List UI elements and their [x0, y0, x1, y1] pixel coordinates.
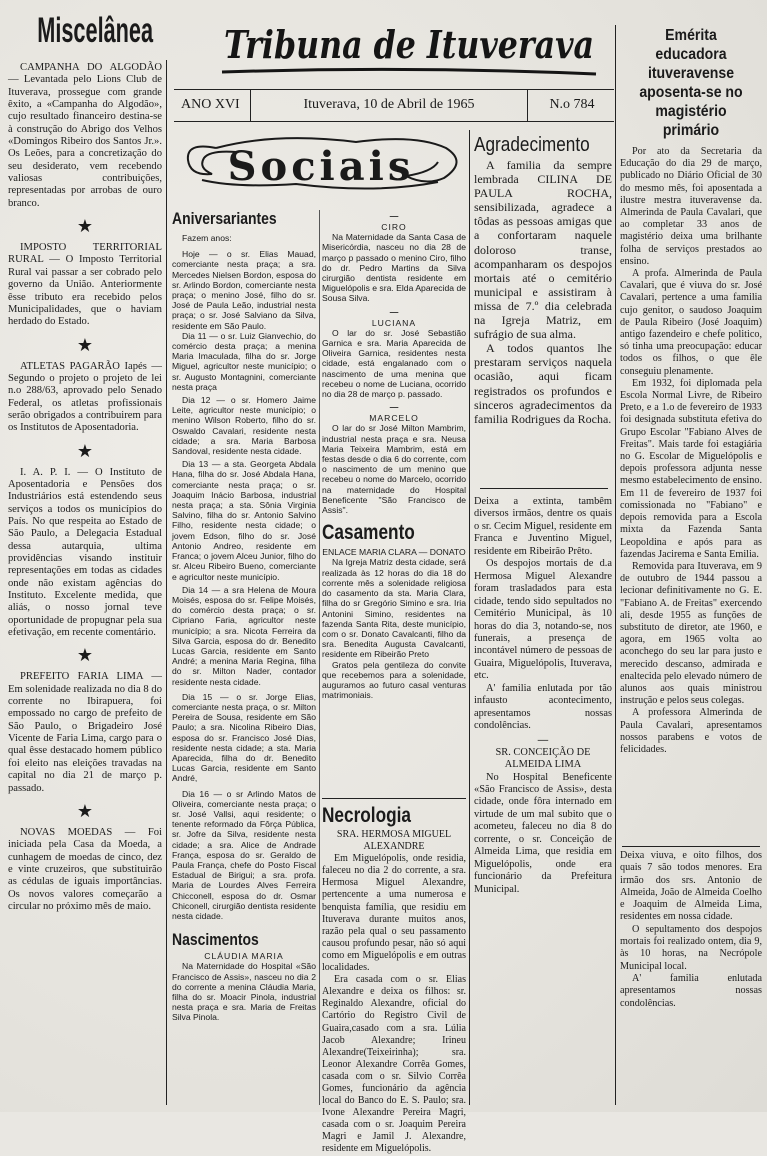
birth-text: O lar do sr. José Sebastião Garnica e sra. Maria Aparecida de Oliveira Garnica, residentes nesta cidade, está engalanado com o nascimento de uma menina que recebeu o nome de Luciana, ocorrido no dia 28 de março p. passado. — [322, 327, 466, 400]
birth-text: Na Maternidade da Santa Casa de Misericórdia, nasceu no dia 28 de março p passado o menino Ciro, filho do dr. Pedro Martins da Silva cirurgião dentista residente em Miguelópolis e sra. Elda Aparecida de Sousa Silva. — [322, 232, 466, 304]
necrologia-heading: Necrologia — [322, 804, 411, 827]
masthead-divider — [527, 90, 528, 121]
obituary-text: O sepultamento dos despojos mortais foi realizado ontem, dia 9, às 10 horas, na Necrópole Municipal local. — [620, 923, 762, 972]
birth-name: CLÁUDIA MARIA — [204, 951, 284, 962]
agradecimento-column — [474, 132, 612, 426]
thanks-text: A familia da sempre lembrada CILINA DE PAULA ROCHA, sensibilizada, agradece a tôdas as pessoas amigas que a confortaram naquele doloroso transe, acompanharam os despojos mortais até o cemitério municipal e assistiram à missa de 7.º dia celebrada na Igreja Matriz, em sufrágio de sua alma. — [474, 158, 612, 342]
aniversariantes-intro: Fazem anos: — [182, 233, 232, 243]
agradecimento-heading: Agradecimento — [474, 134, 590, 156]
star-icon: ★ — [76, 800, 94, 821]
dateline: Ituverava, 10 de Abril de 1965 — [303, 97, 475, 112]
star-icon: ★ — [76, 645, 94, 666]
news-item: NOVAS MOEDAS — Foi iniciada pela Casa da Moeda, a cunhagem de moedas de cinco, dez e vinte cruzeiros, que substituirão as cédulas de iguais importâncias. Os novos valores começarão a circular no próximo mês de maio. — [8, 826, 162, 912]
masthead-title: Tribuna de Ituverava — [224, 22, 594, 67]
birthday-paragraph: Dia 15 — o sr. Jorge Elias, comerciante nesta praça, o sr. Milton Pereira de Sousa, residente em São Paulo; a sra. Nicolina Ribeiro Dias, esposa do sr. Francisco José Dias, residente nesta cidade; a sta. Maria Aparecida, filha do dr. Benedito Lucas Garcia, residente em Santo André, — [172, 691, 316, 784]
separator-dash: — — [389, 211, 399, 221]
star-icon: ★ — [76, 216, 94, 237]
star-icon: ★ — [76, 440, 94, 461]
obituary-text: Era casada com o sr. Elias Alexandre e deixa os filhos: sr. Reginaldo Alexandre, oficial do Cartório do Registro Civil de Guaira,casado com a sra. Lúlia Jacob Alexandre; Irineu Alexandre(Teixeirinha); sra. Leonor Alexandre Corrêa Gomes, casada com o sr. Silvio Corrêa Gomes, funcionário da agência local do Banco do E. S. Paulo; sra. Ivone Alexandre Pereira Magri, casada com o sr. Joaquim Pereira Magri e Jamil J. Alexandre, residente em Miguelópolis. — [322, 974, 466, 1155]
aniversariantes-heading: Aniversariantes — [172, 209, 277, 228]
educadora-heading: Emérita educadora ituveravense aposenta-se no magistério primário — [639, 27, 743, 139]
birth-text: O lar do sr José Milton Mambrim, industrial nesta praça e sra. Neusa Maria Teixeira Mambrim, está em festas desde o dia 6 do corrente, com o nascimento de um menino que recebeu o nome do Marcelo, ocorrido na maternidade do Hospital Beneficente "São Francisco de Assis". — [322, 423, 466, 516]
article-text: Por ato da Secretaria da Educação do dia 29 de março, publicado no Diário Oficial de 30 do mesmo mês, foi aposentada a ilustre mestra ituveravense da. Almerinda de Paula Cavalari, que ao completar 33 anos de magistério deixa uma brilhante folha de serviços prestados ao ensino. — [620, 146, 762, 267]
sociais-banner — [176, 128, 466, 200]
issue-number: N.o 784 — [549, 97, 595, 112]
obituary-text: A' familia enlutada apresentamos nossas condolências. — [620, 972, 762, 1009]
wedding-text: Na Igreja Matriz desta cidade, será realizada às 12 horas do dia 18 do corrente mês a solenidade religiosa do casamento da sta. Maria Clara, filha do sr Gregório Simino e sra. Iria Antonini Simino, residentes na fazenda Santa Rita, deste município, com o sr. Donato Cavalcanti, filho da sra. Benedita Augusta Cavalcanti, residente em Ribeirão Preto — [322, 557, 466, 660]
article-text: Em 1932, foi diplomada pela Escola Normal Livre, de Ribeiro Preto, e a 1.o de fevereiro de 1933 foi designada substituta efetiva do Grupo Escolar "Fabiano Alves de Freitas". Mais tarde foi estagiária no G. Escolar de Miguelópolis e depois professora adjunta nesse mesmo estabelecimento de ensino. Em 11 de fevereiro de 1937 foi comissionada no "Fabiano" e depois removida para a Escola mixta da Fazenda Santa Leopoldina e após para as fazendas Jacirema e Santa Emilia. — [620, 377, 762, 560]
wedding-text: Gratos pela gentileza do convite que recebemos para a solenidade, auguramos ao futuro casal venturas matrimoniais. — [322, 659, 466, 701]
column-rule — [615, 25, 616, 1105]
wedding-subheading: ENLACE MARIA CLARA — DONATO — [322, 547, 466, 558]
nascimentos-casamento-column — [322, 208, 466, 700]
educadora-column — [620, 26, 762, 756]
necrologia-column — [322, 803, 466, 1155]
miscelanea-column — [8, 2, 162, 913]
news-item: ATLETAS PAGARÃO Iapés — Segundo o projeto o projeto de lei n.o 288/63, aprovado pelo Senado Federal, os atletas profissionais serão obrigados a contribuirem para os Institutos de Aposentadoria. — [8, 360, 162, 434]
obituary-name: SRA. HERMOSA MIGUEL ALEXANDRE — [336, 829, 452, 853]
birthday-paragraph: Dia 13 — a sta. Georgeta Abdala Hana, filha do sr. José Abdala Hana, comerciante nesta praça; o sr. Joaquim Inácio Barbosa, industrial nesta praça; a sta. Sônia Virginia Salvino, filha do sr. Antonio Salvino Filho, residente nesta cidade; o jovem Edson, filho do sr. José Antonio Andreo, residente em Franca; o jovem Alceu Junior, filho do sr. Alceu Ribeiro Bueno, comerciante e agricultor neste município. — [172, 459, 316, 582]
obituary-text: Deixa viuva, e oito filhos, dos quais 7 são todos menores. Era irmão dos srs. Antonio de Almeida, João de Almeida Coelho e Joaquim de Almeida Lima, residentes em nossa cidade. — [620, 850, 762, 923]
article-text: Removida para Ituverava, em 9 de outubro de 1944 passou a lecionar definitivamente no G. E. "Fabiano A. de Freitas" exercendo ali, desde 1955 as funções de substituto de diretor, ate 1960, e agora, em 1965 volta ao aconchego do seu lar para justo e merecido descanso, admirada e enaltecida pelo elevado número de alunos aos quais ministrou instrução e pelos seus colegas. — [620, 560, 762, 707]
separator-dash: — — [537, 734, 549, 746]
separator-dash: — — [389, 402, 399, 413]
news-item: PREFEITO FARIA LIMA — Em solenidade realizada no dia 8 do corrente no Ibirapuera, foi empossado no cargo de prefeito de São Paulo, o Brigadeiro José Vicente de Faria Lima, cargo para o qual êsse destacado homem público foi eleito nas eleições travadas na capital no dia 21 de março p. passado. — [8, 671, 162, 794]
obituary-text: No Hospital Beneficente «São Francisco de Assis», desta cidade, onde fôra internado em virtude de um mal subito que o acometeu, faleceu no dia 8 do corrente, o sr. Conceição de Almeida Lima, que residia em Miguelópolis, onde era funcionário da Prefeitura Municipal. — [474, 771, 612, 895]
star-icon: ★ — [76, 334, 94, 355]
casamento-heading: Casamento — [322, 521, 415, 545]
section-rule — [622, 846, 760, 847]
article-text: A profa. Almerinda de Paula Cavalari, que é viuva do sr. José Cavalari, pertence a uma familia cujo genitor, o saudoso Joaquim de Paula Ribeiro (José Joaquim) antigo fazendeiro e chefe politico, só tinha uma preocupação: educar todos os filhos, o que êle conseguiu plenamente. — [620, 268, 762, 377]
birthday-paragraph: Dia 12 — o sr. Homero Jaime Leite, agricultor neste município; o menino Wilson Roberto, filho do sr. Oswaldo Cavalari, residente nesta cidade; a sra. Maria Barbosa Sandoval, residente nesta cidade. — [172, 395, 316, 457]
article-text: A professora Almerinda de Paula Cavalari, apresentamos nossos parabens e votos de felicidades. — [620, 707, 762, 755]
obituary-text: Os despojos mortais de d.a Hermosa Miguel Alexandre foram trasladados para esta cidade, tendo sido sepultados no Cemitério Municipal, às 10 horas do dia 3, notando-se, nos funerais, a presença de incontável número de pessoas de Guaira, Miguelópolis, Ituverava, etc. — [474, 558, 612, 682]
section-rule — [322, 798, 466, 799]
necrologia-final-column — [620, 850, 762, 1010]
birthday-paragraph: Dia 14 — a sra Helena de Moura Moisés, esposa do sr. Felipe Moisés, do comércio desta praça; o sr. Cipriano Faria, agricultor neste município; a sra. Nicota Ferreira da Silva Garcia, esposa do dr. Benedito Lucas Garcia, residente em Santo André; a menina Maria Regina, filha do sr. Milton Nader, contador residente nesta cidade. — [172, 584, 316, 687]
separator-dash: — — [389, 306, 399, 317]
thanks-text: A todos quantos lhe prestaram serviços naquela ocasião, aqui ficam registrados os profundos e sinceros agradecimentos da familia Rodrigues da Rocha. — [474, 341, 612, 426]
birthday-paragraph: Hoje — o sr. Elias Mauad, comerciante nesta praça; a sra. Mercedes Nielsen Bordon, esposa do sr. Arlindo Bordon, comerciante nesta praça; o menino José, filho do sr. José de Paula Leão, industrial nesta praça; o sr. José Salviano da Silva, residente em São Paulo. — [172, 249, 316, 331]
year-label: ANO XVI — [181, 97, 240, 112]
news-item: IMPOSTO TERRITORIAL RURAL — O Imposto Territorial Rural vai passar a ser cobrado pelo governo da União. Anteriormente êsse tributo era recebido pelos Municipalidades, que o haviam herdado do Estado. — [8, 242, 162, 328]
necrologia-continued-column — [474, 496, 612, 895]
aniversariantes-column — [172, 208, 316, 1023]
section-rule — [480, 488, 608, 489]
obituary-text: Em Miguelópolis, onde residia, faleceu no dia 2 do corrente, a sra. Hermosa Miguel Alexandre, pertencente a uma numerosa e benquista família, que residiu em Ituverava durante muitos anos, razão pela qual o seu passamento causou profundo pesar, não só aqui como em Miguelópolis e em outras localidades. — [322, 853, 466, 974]
birth-text: Na Maternidade do Hospital «São Francisco de Assis», nasceu no dia 2 do corrente a menina Cláudia Maria, filha do sr. Moacir Pinola, industrial nesta praça e sra. Maria de Freitas Silva Pinola. — [172, 961, 316, 1023]
birth-name: LUCIANA — [371, 317, 417, 328]
news-item: I. A. P. I. — O Instituto de Aposentadoria e Pensões dos Industriários está estendendo seus serviços a todos os municípios do País. No que respeita ao Estado de São Paulo, a Delegacia Estadual dessa autarquia, ultima providências visando instituir representações em todas as cidades onde não existam agências do Instituto. Excelente medida, que aliás, o nosso jornal teve oportunidade de propugnar pela sua efetivação, em recente comentário. — [8, 466, 162, 639]
masthead-rule-bottom — [174, 121, 614, 122]
column-rule — [166, 60, 167, 1105]
column-rule — [319, 210, 320, 1105]
masthead-logo — [214, 20, 604, 80]
news-item: CAMPANHA DO ALGODÃO — Levantada pelo Lions Club de Ituverava, prossegue com grande êxito, a «Campanha do Algodão», cujo resultado financeiro destina-se à construção do Abrigo dos Velhos «Domingos Ribeiro dos Santos Jr.». Os Leões, para a concretização do seu desiderato, vem recebendo valiosas contribuições, representadas por arrobas de ouro branco. — [8, 62, 162, 209]
birthday-paragraph: Dia 11 — o sr. Luiz Gianvechio, do comércio desta praça; a menina Maria Imaculada, filha do sr. Jorge Miguel, agricultor neste município; o sr. Augusto Montagnini, comerciante nesta praça — [172, 330, 316, 392]
birthday-paragraph: Dia 16 — o sr Arlindo Matos de Oliveira, comerciante nesta praça; o sr. José Vallsi, aqui residente; o tenente reformado da Fôrça Pública, sr. Jofre da Silva, residente nesta cidade; a sra. Alice de Andrade França, esposa do sr. Geraldo de Paula França, chefe do Posto Fiscal Estadual de Birigui; a sra. profa. Maria de Lourdes Alves Ferreira Chicconell, esposa do dr. Osmar Chiconell, cirurgião dentista residente nesta cidade. — [172, 788, 316, 921]
obituary-text: A' familia enlutada por tão infausto acontecimento, apresentamos nossas condolências. — [474, 682, 612, 732]
obituary-name: SR. CONCEIÇÃO DE ALMEIDA LIMA — [495, 746, 591, 771]
column-rule — [469, 130, 470, 1105]
miscelanea-heading: Miscelânea — [37, 11, 154, 50]
sociais-title: Sociais — [227, 143, 415, 190]
nascimentos-heading: Nascimentos — [172, 930, 259, 950]
obituary-text: Deixa a extinta, tambêm diversos irmãos, dentre os quais o sr. Cecim Miguel, residente em Franca e Juventino Miguel, residente em Ribeirão Prêto. — [474, 496, 612, 557]
birth-name: MARCELO — [369, 413, 419, 424]
birth-name: CIRO — [381, 222, 407, 232]
